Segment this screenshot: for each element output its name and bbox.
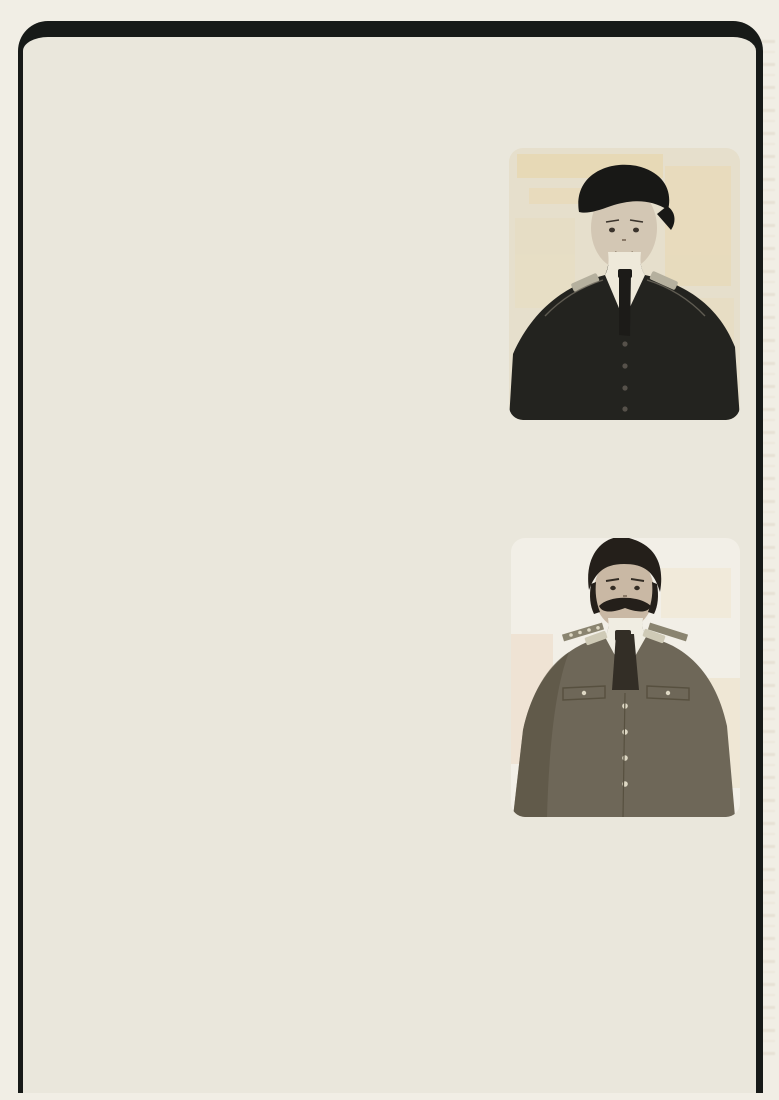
tie [619, 272, 631, 336]
tie-knot [618, 269, 632, 278]
photo-heino-kumst [511, 538, 740, 817]
tie-knot [615, 630, 631, 641]
photo-richard-gaentzle [509, 148, 740, 420]
